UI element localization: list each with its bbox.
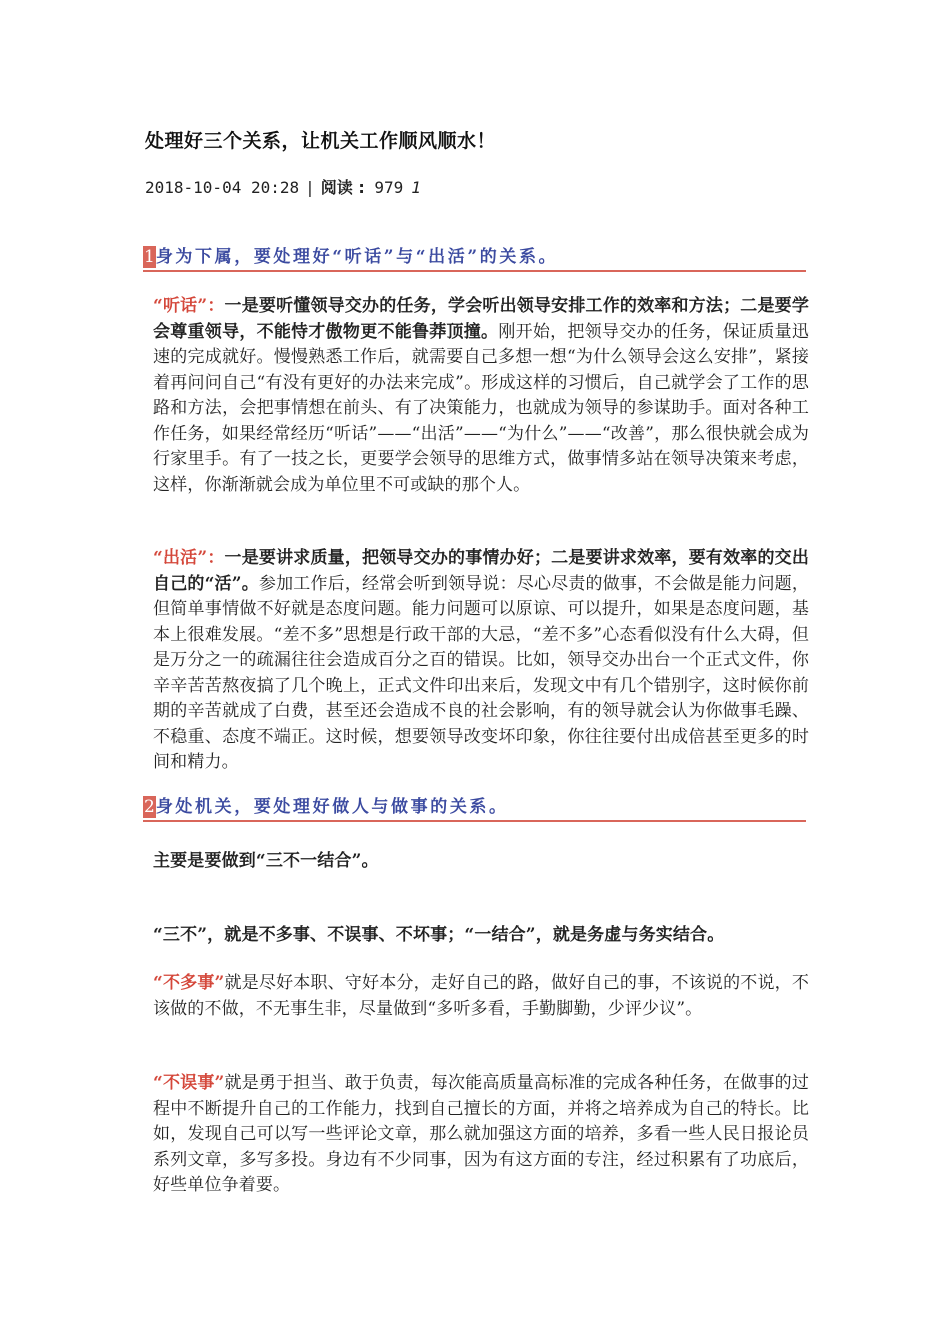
paragraph-tinghua bbox=[153, 294, 809, 498]
article-title: 处理好三个关系，让机关工作顺风顺水！ bbox=[145, 130, 497, 152]
section-1-heading bbox=[143, 246, 806, 272]
italic-mark: 1 bbox=[411, 178, 421, 197]
read-count: 979 bbox=[374, 178, 404, 197]
section-2-number: 2 bbox=[144, 797, 155, 817]
tinghua-body: 刚开始，把领导交办的任务，保证质量迅速的完成就好。慢慢熟悉工作后，就需要自己多想一想“为什么领导会这么安排”，紧接着再问问自己“有没有更好的办法来完成”。形成这样的习惯后，自己就学会了工作的思路和方法，会把事情想在前头、有了决策能力，也就成为领导的参谋助手。面对各种工作任务，如果经常经历“听话”——“出活”——“为什么”——“改善”，那么很快就会成为行家里手。有了一技之长，更要学会领导的思维方式，做事情多站在领导决策来考虑，这样，你渐渐就会成为单位里不可或缺的那个人。 bbox=[153, 321, 810, 495]
chuhuo-body: 参加工作后，经常会听到领导说：尽心尽责的做事，不会做是能力问题，但简单事情做不好就是态度问题。能力问题可以原谅、可以提升，如果是态度问题，基本上很难发展。“差不多”思想是行政干部的大忌，“差不多”心态看似没有什么大碍，但是万分之一的疏漏往往会造成百分之百的错误。比如，领导交办出台一个正式文件，你辛辛苦苦熬夜搞了几个晚上，正式文件印出来后，发现文中有几个错别字，这时候你前期的辛苦就成了白费，甚至还会造成不良的社会影响，有的领导就会认为你做事毛躁、不稳重、态度不端正。这时候，想要领导改变坏印象，你往往要付出成倍甚至更多的时间和精力。 bbox=[153, 573, 809, 772]
section-2-heading-text: 身处机关，要处理好做人与做事的关系。 bbox=[155, 797, 509, 817]
san-bu-summary: “三不”，就是不多事、不误事、不坏事；“一结合”，就是务虚与务实结合。 bbox=[153, 925, 725, 945]
term-tinghua: “听话”： bbox=[153, 296, 225, 316]
buwushi-body: 就是勇于担当、敢于负责，每次能高质量高标准的完成各种任务，在做事的过程中不断提升自己的工作能力，找到自己擅长的方面，并将之培养成为自己的特长。比如，发现自己可以写一些评论文章，那么就加强这方面的培养，多看一些人民日报论员系列文章，多写多投。身边有不少同事，因为有这方面的专注，经过积累有了功底后，好些单位争着要。 bbox=[153, 1073, 809, 1195]
chuhuo-emphasis: 一是要讲求质量，把领导交办的事情办好；二是要讲求效率，要有效率的交出自己的“活”。 bbox=[153, 548, 809, 594]
paragraph-buwushi bbox=[153, 1071, 809, 1199]
term-buwushi: “不误事” bbox=[153, 1073, 225, 1093]
tinghua-emphasis: 一是要听懂领导交办的任务，学会听出领导安排工作的效率和方法；二是要学会尊重领导，不能恃才傲物更不能鲁莽顶撞。 bbox=[153, 296, 809, 342]
publish-date: 2018-10-04 20:28 bbox=[145, 178, 300, 197]
section-2-heading bbox=[143, 796, 806, 822]
term-chuhuo: “出活”： bbox=[153, 548, 225, 568]
read-label: 阅读 : bbox=[320, 178, 365, 197]
buduoshi-body: 就是尽好本职、守好本分，走好自己的路，做好自己的事，不该说的不说，不该做的不做，不无事生非，尽量做到“多听多看，手勤脚勤，少评少议”。 bbox=[153, 973, 809, 1019]
section-1-heading-text: 身为下属，要处理好“听话”与“出活”的关系。 bbox=[155, 247, 559, 267]
article-meta bbox=[145, 175, 421, 198]
paragraph-chuhuo bbox=[153, 546, 809, 776]
section-2-intro: 主要是要做到“三不一结合”。 bbox=[153, 851, 379, 871]
paragraph-buduoshi bbox=[153, 971, 809, 1022]
term-buduoshi: “不多事” bbox=[153, 973, 225, 993]
meta-separator: | bbox=[305, 178, 315, 197]
section-1-number: 1 bbox=[144, 247, 155, 267]
